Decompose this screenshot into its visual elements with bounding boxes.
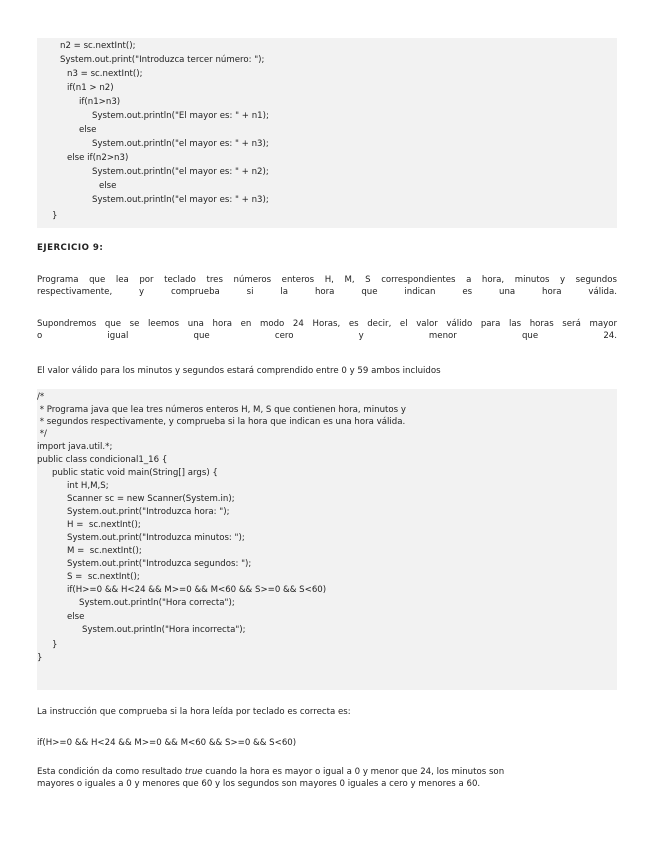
code-line: * Programa java que lea tres números enteros H, M, S que contienen hora, minutos y — [37, 405, 406, 415]
code-line: else — [67, 612, 85, 622]
code-line: int H,M,S; — [67, 481, 109, 491]
code-line: System.out.print("Introduzca tercer número: "); — [60, 55, 265, 65]
paragraph-24h — [37, 318, 617, 342]
code-line: System.out.println("Hora incorrecta"); — [82, 625, 246, 635]
code-line: System.out.println("Hora correcta"); — [79, 598, 235, 608]
text-line: respectivamente, y comprueba si la hora que indican es una hora válida. — [37, 287, 617, 297]
text-line: Programa que lea por teclado tres números enteros H, M, S correspondientes a hora, minutos y segundos — [37, 275, 617, 285]
code-line: System.out.println("el mayor es: " + n2); — [92, 167, 269, 177]
code-line: System.out.print("Introduzca minutos: "); — [67, 533, 245, 543]
code-line: */ — [37, 429, 47, 439]
code-line: * segundos respectivamente, y comprueba si la hora que indican es una hora válida. — [37, 417, 406, 427]
code-line: System.out.println("El mayor es: " + n1); — [92, 111, 269, 121]
code-line: System.out.print("Introduzca hora: "); — [67, 507, 230, 517]
code-block-1 — [37, 38, 617, 228]
paragraph-intro — [37, 274, 617, 298]
code-line: import java.util.*; — [37, 442, 113, 452]
code-line: Scanner sc = new Scanner(System.in); — [67, 494, 235, 504]
code-line: S = sc.nextInt(); — [67, 572, 140, 582]
italic-true: true — [184, 767, 203, 777]
code-line: public static void main(String[] args) { — [52, 468, 218, 478]
code-line: System.out.println("el mayor es: " + n3); — [92, 195, 269, 205]
code-block-2 — [37, 389, 617, 690]
text-line: mayores o iguales a 0 y menores que 60 y los segundos son mayores 0 iguales a cero y menores a 60. — [37, 779, 481, 789]
code-line: else — [79, 125, 97, 135]
code-line: public class condicional1_16 { — [37, 455, 168, 465]
text-line: Supondremos que se leemos una hora en modo 24 Horas, es decir, el valor válido para las horas será mayor — [37, 319, 617, 329]
code-line: if(H>=0 && H<24 && M>=0 && M<60 && S>=0 && S<60) — [67, 585, 327, 595]
code-line: if(n1 > n2) — [67, 83, 114, 93]
exercise-heading: EJERCICIO 9: — [37, 243, 104, 253]
code-line: } — [52, 211, 58, 221]
code-line: } — [37, 653, 43, 663]
code-line: M = sc.nextInt(); — [67, 546, 142, 556]
code-line: } — [52, 640, 58, 650]
text-span: Esta condición da como resultado — [37, 767, 185, 777]
paragraph-explanation — [37, 766, 617, 790]
code-line: n3 = sc.nextInt(); — [67, 69, 143, 79]
code-line: else — [99, 181, 117, 191]
paragraph-instruction: La instrucción que comprueba si la hora leída por teclado es correcta es: — [37, 707, 351, 717]
text-line: o igual que cero y menor que 24. — [37, 331, 617, 341]
code-line: else if(n2>n3) — [67, 153, 129, 163]
code-line: n2 = sc.nextInt(); — [60, 41, 136, 51]
condition-expression: if(H>=0 && H<24 && M>=0 && M<60 && S>=0 && S<60) — [37, 738, 297, 748]
code-line: H = sc.nextInt(); — [67, 520, 141, 530]
text-span: cuando la hora es mayor o igual a 0 y menor que 24, los minutos son — [202, 767, 505, 777]
code-line: if(n1>n3) — [79, 97, 121, 107]
code-line: /* — [37, 392, 45, 402]
code-line: System.out.println("el mayor es: " + n3); — [92, 139, 269, 149]
text-line — [37, 766, 617, 778]
paragraph-minutes-seconds: El valor válido para los minutos y segundos estará comprendido entre 0 y 59 ambos incluidos — [37, 366, 441, 376]
code-line: System.out.print("Introduzca segundos: "); — [67, 559, 252, 569]
